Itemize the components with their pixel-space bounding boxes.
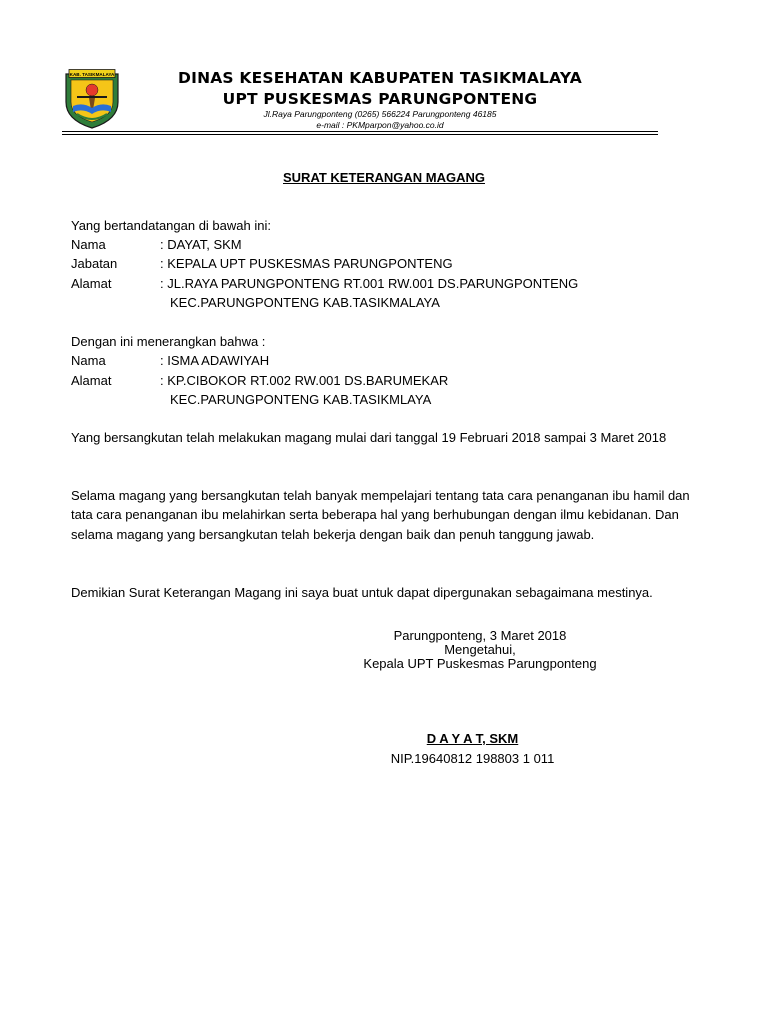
signatory-position-value: : KEPALA UPT PUSKESMAS PARUNGPONTENG xyxy=(160,256,453,271)
logo-banner-text: KAB. TASIKMALAYA xyxy=(69,71,115,77)
letterhead-agency-name: DINAS KESEHATAN KABUPATEN TASIKMALAYA xyxy=(178,69,582,87)
signatory-address-line2: KEC.PARUNGPONTENG KAB.TASIKMALAYA xyxy=(170,295,440,310)
subject-name-value: : ISMA ADAWIYAH xyxy=(160,353,270,368)
signatory-name-label: Nama xyxy=(71,237,106,252)
letterhead-email: e-mail : PKMparpon@yahoo.co.id xyxy=(316,120,444,130)
acknowledged-label: Mengetahui, xyxy=(444,642,516,657)
subject-name-label: Nama xyxy=(71,353,106,368)
subject-address-line1: : KP.CIBOKOR RT.002 RW.001 DS.BARUMEKAR xyxy=(160,373,449,388)
letterhead-address: Jl.Raya Parungponteng (0265) 566224 Parungponteng 46185 xyxy=(263,109,497,119)
kabupaten-tasikmalaya-logo xyxy=(63,68,121,130)
signatory-intro: Yang bertandatangan di bawah ini: xyxy=(71,218,271,233)
signatory-position-closing: Kepala UPT Puskesmas Parungponteng xyxy=(363,656,597,671)
internship-period-paragraph: Yang bersangkutan telah melakukan magang mulai dari tanggal 19 Februari 2018 sampai 3 Maret 2018 xyxy=(71,430,667,445)
subject-intro: Dengan ini menerangkan bahwa : xyxy=(71,334,266,349)
signatory-name-value: : DAYAT, SKM xyxy=(160,237,242,252)
subject-address-label: Alamat xyxy=(71,373,112,388)
subject-address-line2: KEC.PARUNGPONTENG KAB.TASIKMLAYA xyxy=(170,392,432,407)
signatory-position-label: Jabatan xyxy=(71,256,118,271)
letterhead-office-name: UPT PUSKESMAS PARUNGPONTENG xyxy=(222,90,538,108)
signatory-name-closing: D A Y A T, SKM xyxy=(426,731,519,746)
internship-description-paragraph: Selama magang yang bersangkutan telah banyak mempelajari tentang tata cara penanganan ibu hamil dan tata cara penanganan ibu melahirkan serta beberapa hal yang berhubungan dengan ilmu kebidanan. Dan selama magang yang bersangkutan telah bekerja dengan baik dan penuh tanggung jawab. xyxy=(71,488,690,542)
document-title: SURAT KETERANGAN MAGANG xyxy=(283,170,485,185)
letterhead-divider-thin xyxy=(62,134,658,135)
signatory-nip: NIP.19640812 198803 1 011 xyxy=(390,751,555,766)
signatory-address-label: Alamat xyxy=(71,276,112,291)
closing-statement-paragraph: Demikian Surat Keterangan Magang ini saya buat untuk dapat dipergunakan sebagaimana mestinya. xyxy=(71,585,653,600)
place-date: Parungponteng, 3 Maret 2018 xyxy=(393,628,567,643)
signatory-address-line1: : JL.RAYA PARUNGPONTENG RT.001 RW.001 DS.PARUNGPONTENG xyxy=(160,276,579,291)
letterhead-divider-thick xyxy=(62,131,658,132)
